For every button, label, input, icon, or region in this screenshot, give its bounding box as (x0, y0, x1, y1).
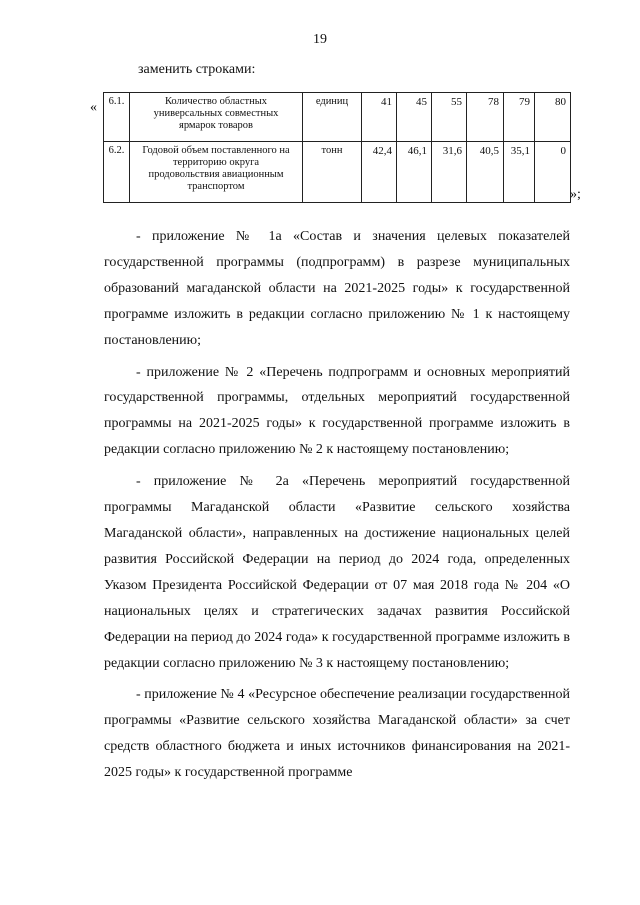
unit-cell: единиц (303, 93, 362, 142)
row-number: 6.1. (104, 93, 130, 142)
row-number: 6.2. (104, 142, 130, 203)
value-cell: 45 (397, 93, 432, 142)
quote-open: « (90, 100, 97, 115)
value-cell: 55 (432, 93, 467, 142)
value-cell: 31,6 (432, 142, 467, 203)
value-cell: 78 (467, 93, 504, 142)
paragraph: - приложение № 2 «Перечень подпрограмм и основных мероприятий государственной программы, отдельных мероприятий государственной программы на 2021-2025 годы» к государственной программе изложить в редакции согласно приложению № 2 к настоящему постановлению; (104, 364, 570, 458)
value-cell: 42,4 (362, 142, 397, 203)
value-cell: 46,1 (397, 142, 432, 203)
value-cell: 80 (535, 93, 571, 142)
indicator-name: Количество областных универсальных совместных ярмарок товаров (130, 93, 303, 142)
table-row (104, 142, 571, 203)
indicator-name: Годовой объем поставленного на территорию округа продовольствия авиационным транспортом (130, 142, 303, 203)
value-cell: 0 (535, 142, 571, 203)
lead-text: заменить строками: (138, 62, 256, 77)
paragraph: - приложение № 4 «Ресурсное обеспечение реализации государственной программы «Развитие сельского хозяйства Магаданской области» за счет средств областного бюджета и иных источников финансирования на 2021-2025 годы» к государственной программе (104, 687, 570, 781)
value-cell: 79 (504, 93, 535, 142)
value-cell: 41 (362, 93, 397, 142)
paragraph: - приложение № 2а «Перечень мероприятий государственной программы Магаданской области «Развитие сельского хозяйства Магаданской области», направленных на достижение национальных целей развития Российской Федерации на период до 2024 года, определенных Указом Президента Российской Федерации от 07 мая 2018 года № 204 «О национальных целях и стратегических задачах развития Российской Федерации на период до 2024 года» к государственной программе изложить в редакции согласно приложению № 3 к настоящему постановлению; (104, 474, 570, 671)
indicators-table (103, 92, 571, 203)
page-number: 19 (313, 32, 327, 47)
paragraph: - приложение № 1а «Состав и значения целевых показателей государственной программы (подпрограмм) в разрезе муниципальных образований магаданской области на 2021-2025 годы» к государственной программе изложить в редакции согласно приложению № 1 к настоящему постановлению; (104, 229, 570, 348)
quote-close: »; (570, 187, 581, 202)
value-cell: 40,5 (467, 142, 504, 203)
table-row (104, 93, 571, 142)
value-cell: 35,1 (504, 142, 535, 203)
unit-cell: тонн (303, 142, 362, 203)
body-text (104, 224, 570, 792)
